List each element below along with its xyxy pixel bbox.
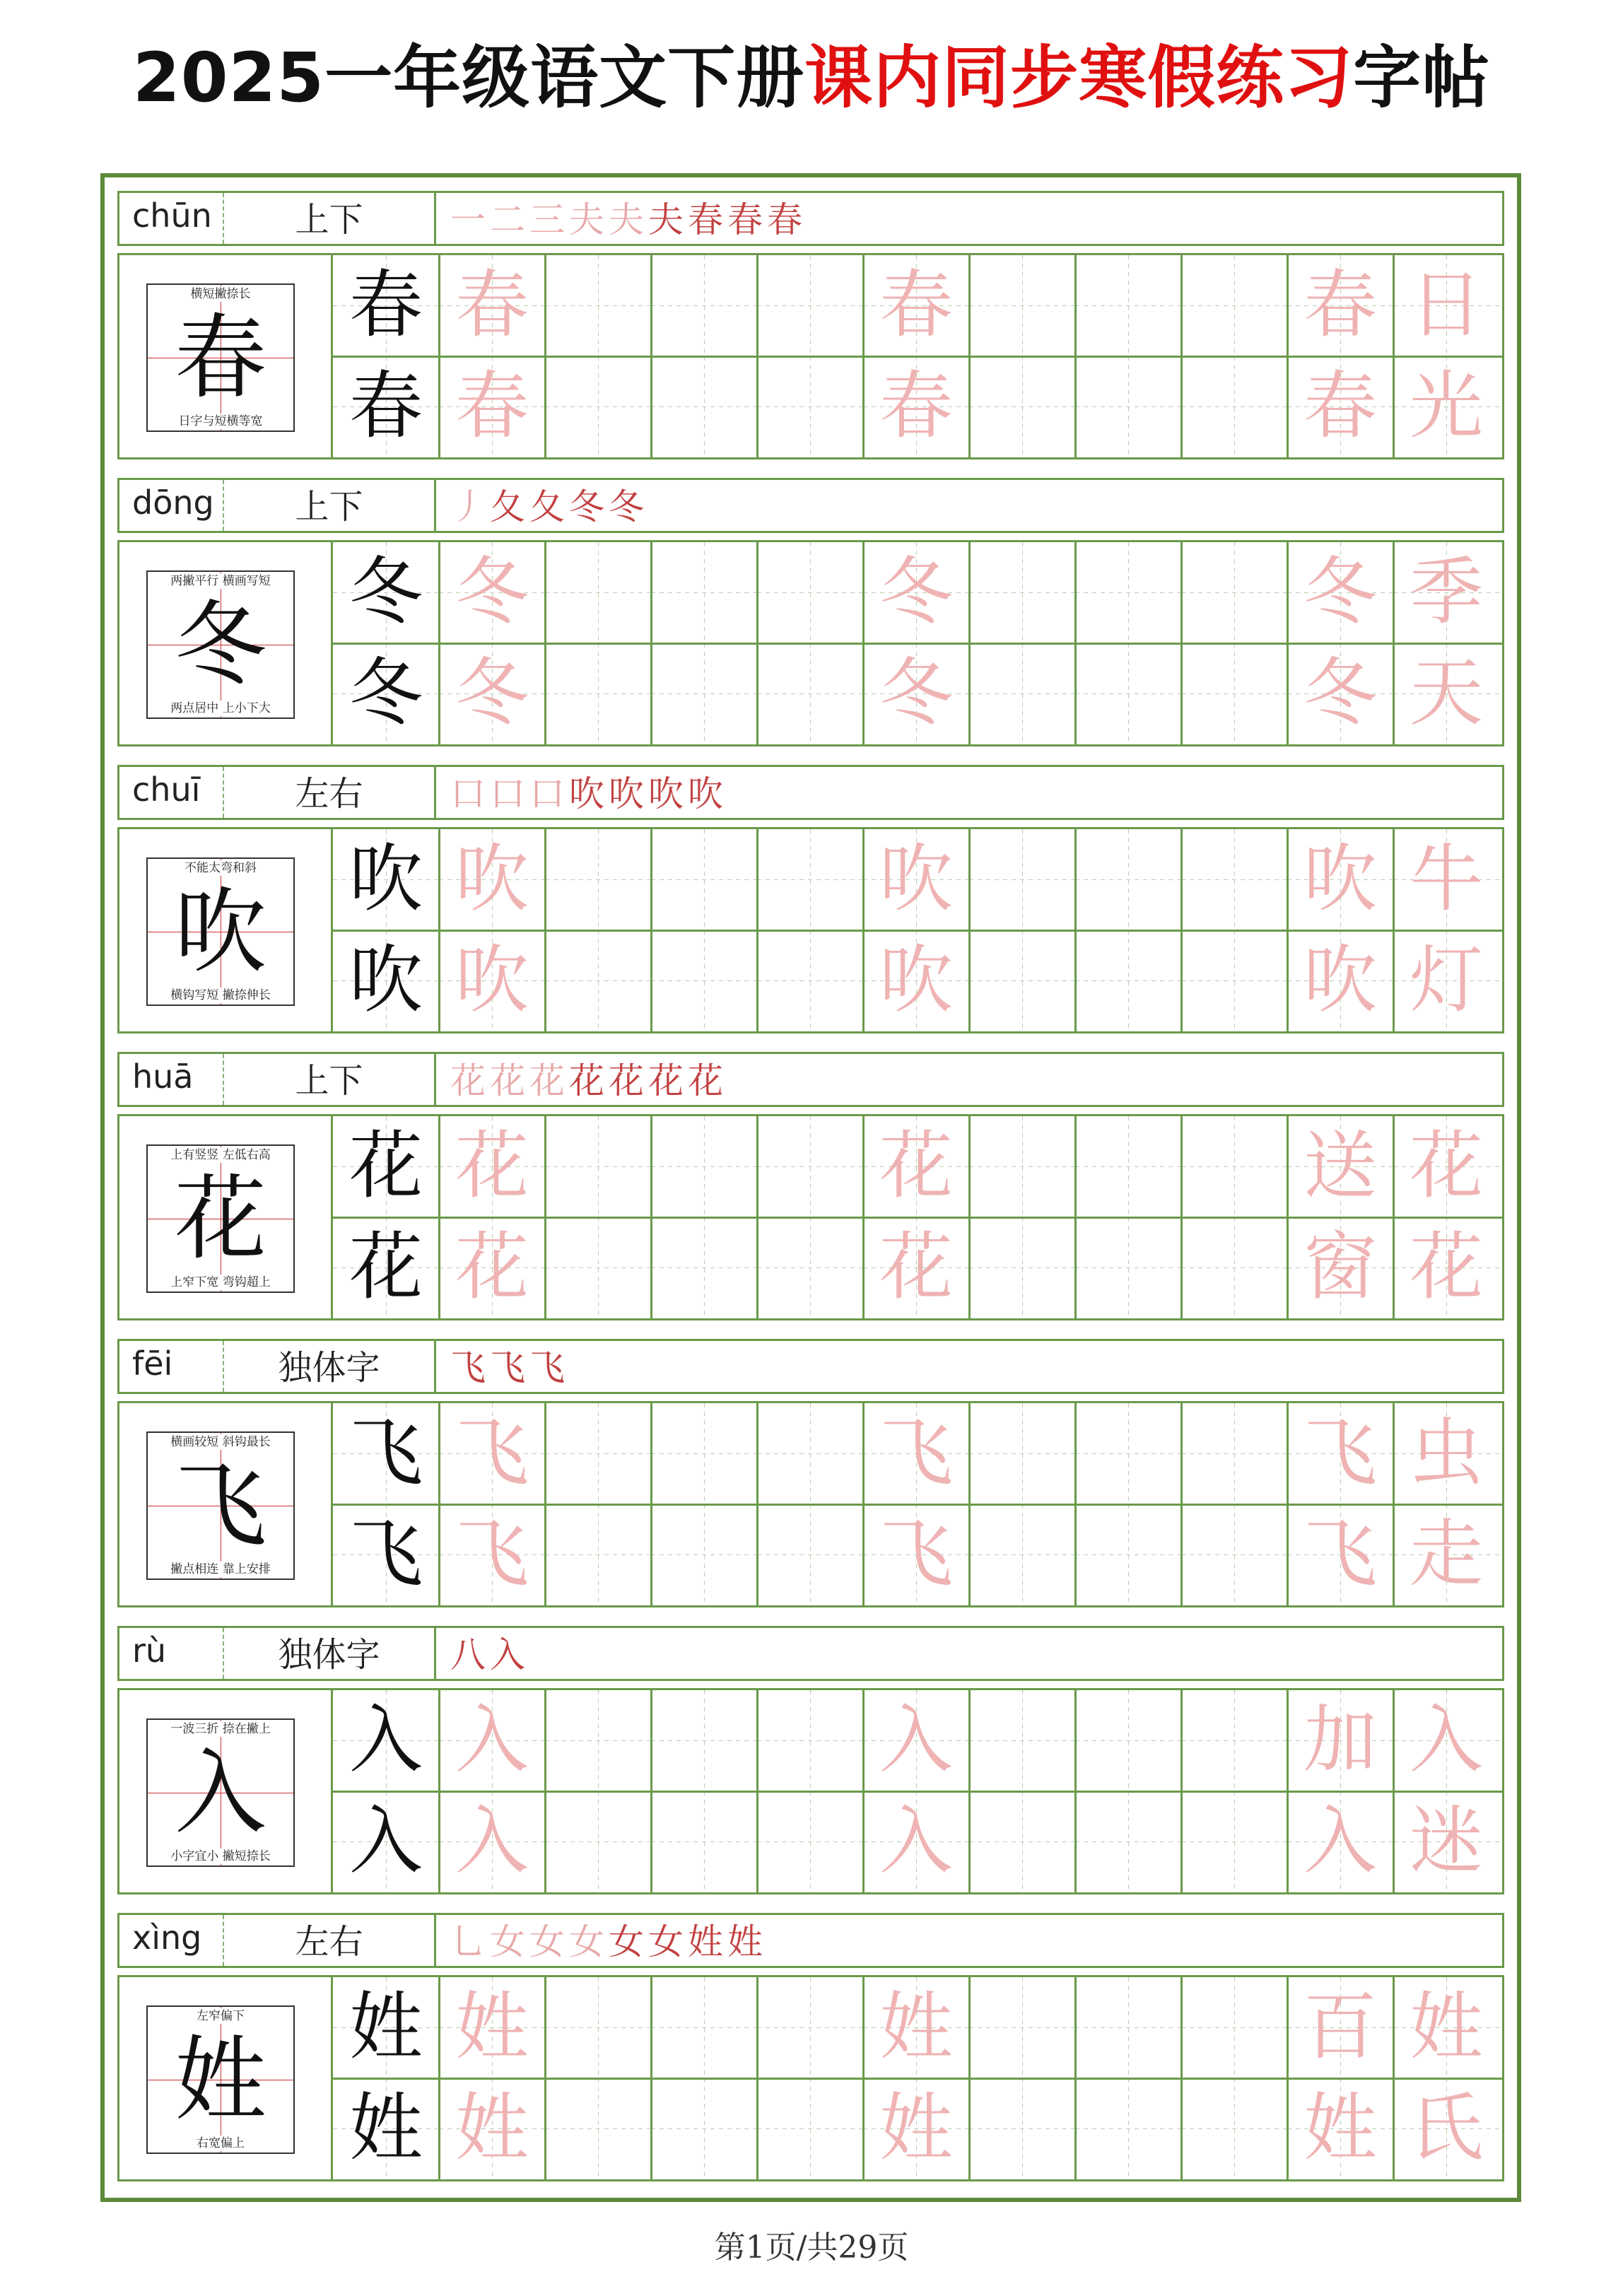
stroke-step: 春 — [767, 199, 807, 240]
stroke-step: 口 — [529, 773, 569, 814]
trace-character-cell: 牛 — [1393, 829, 1499, 930]
model-character-box — [146, 570, 295, 719]
model-character-panel — [119, 1690, 333, 1892]
stroke-order — [450, 1341, 569, 1392]
trace-character-cell: 冬 — [863, 542, 969, 643]
trace-character-cell: 花 — [1393, 1217, 1499, 1318]
sample-character-cell: 飞 — [333, 1504, 439, 1605]
stroke-step: 夫 — [569, 199, 609, 240]
trace-character-cell: 花 — [863, 1217, 969, 1318]
trace-character-cell: 入 — [1287, 1791, 1393, 1892]
trace-character-cell: 飞 — [1287, 1504, 1393, 1605]
stroke-step: 乚 — [450, 1921, 490, 1962]
practice-grid — [117, 253, 1504, 459]
writing-tip-top: 一波三折 捺在撇上 — [148, 1721, 293, 1737]
model-character: 姓 — [174, 2026, 266, 2133]
trace-character-cell: 冬 — [1287, 542, 1393, 643]
stroke-step: 女 — [648, 1921, 688, 1962]
grid-horizontal-line — [333, 643, 1502, 645]
trace-character-cell: 花 — [1393, 1116, 1499, 1217]
model-character-panel — [119, 255, 333, 457]
model-character-box — [146, 1718, 295, 1867]
stroke-step: 花 — [490, 1060, 529, 1101]
trace-character-cell: 花 — [439, 1217, 545, 1318]
practice-grid — [117, 1114, 1504, 1320]
model-character-box — [146, 1431, 295, 1580]
model-character: 入 — [174, 1739, 266, 1846]
grid-lines — [333, 1977, 1502, 2179]
grid-lines — [333, 542, 1502, 744]
stroke-step: 三 — [529, 199, 569, 240]
trace-character-cell: 春 — [1287, 356, 1393, 457]
stroke-step: 入 — [490, 1634, 529, 1675]
stroke-order — [450, 480, 648, 531]
page-footer: 第1页/共29页 — [714, 2230, 909, 2266]
sample-character-cell: 吹 — [333, 930, 439, 1031]
trace-character-cell: 入 — [439, 1791, 545, 1892]
stroke-step: 冬 — [569, 486, 609, 527]
stroke-step: 花 — [609, 1060, 648, 1101]
stroke-step: 春 — [688, 199, 727, 240]
trace-character-cell: 季 — [1393, 542, 1499, 643]
trace-character-cell: 送 — [1287, 1116, 1393, 1217]
model-character: 花 — [174, 1165, 266, 1272]
trace-character-cell: 入 — [439, 1690, 545, 1791]
model-character-panel — [119, 1116, 333, 1318]
trace-character-cell: 吹 — [439, 930, 545, 1031]
stroke-step: 飞 — [490, 1347, 529, 1388]
trace-character-cell: 入 — [1393, 1690, 1499, 1791]
stroke-step: 冬 — [609, 486, 648, 527]
sample-character-cell: 吹 — [333, 829, 439, 930]
character-block — [117, 191, 1504, 459]
writing-tip-top: 不能太弯和斜 — [148, 860, 293, 876]
pinyin-label: huā — [119, 1054, 224, 1105]
block-header — [117, 765, 1504, 820]
structure-label: 上下 — [224, 480, 436, 531]
sample-character-cell: 春 — [333, 255, 439, 356]
trace-character-cell: 窗 — [1287, 1217, 1393, 1318]
structure-label: 上下 — [224, 1054, 436, 1105]
stroke-order — [450, 767, 727, 818]
trace-character-cell: 姓 — [1287, 2078, 1393, 2179]
stroke-step: 夫 — [609, 199, 648, 240]
writing-tip-bottom: 横钩写短 撇捺伸长 — [148, 988, 293, 1003]
sample-character-cell: 冬 — [333, 542, 439, 643]
pinyin-label: fēi — [119, 1341, 224, 1392]
stroke-step: 口 — [490, 773, 529, 814]
stroke-step: 花 — [648, 1060, 688, 1101]
writing-tip-bottom: 小字宜小 撇短捺长 — [148, 1849, 293, 1864]
trace-character-cell: 春 — [439, 255, 545, 356]
trace-character-cell: 飞 — [439, 1403, 545, 1504]
practice-grid — [117, 1975, 1504, 2181]
writing-tip-bottom: 两点居中 上小下大 — [148, 701, 293, 716]
grid-lines — [333, 1403, 1502, 1605]
writing-tip-bottom: 日字与短横等宽 — [148, 414, 293, 429]
title-part-1: 2025一年级语文下册 — [132, 38, 805, 117]
stroke-step: 女 — [609, 1921, 648, 1962]
pinyin-label: rù — [119, 1628, 224, 1679]
stroke-step: 花 — [529, 1060, 569, 1101]
stroke-order — [450, 1915, 767, 1966]
trace-character-cell: 迷 — [1393, 1791, 1499, 1892]
trace-character-cell: 加 — [1287, 1690, 1393, 1791]
model-character-box — [146, 857, 295, 1006]
page-title — [0, 35, 1623, 120]
sample-character-cell: 春 — [333, 356, 439, 457]
grid-horizontal-line — [333, 1217, 1502, 1219]
grid-horizontal-line — [333, 930, 1502, 932]
model-character: 冬 — [174, 591, 266, 698]
sample-character-cell: 入 — [333, 1791, 439, 1892]
writing-tip-top: 横画较短 斜钩最长 — [148, 1434, 293, 1450]
stroke-step: 八 — [450, 1634, 490, 1675]
trace-character-cell: 花 — [863, 1116, 969, 1217]
model-character-panel — [119, 1977, 333, 2179]
stroke-step: 花 — [688, 1060, 727, 1101]
writing-tip-bottom: 撇点相连 靠上安排 — [148, 1562, 293, 1577]
structure-label: 左右 — [224, 1915, 436, 1966]
trace-character-cell: 飞 — [1287, 1403, 1393, 1504]
trace-character-cell: 吹 — [1287, 829, 1393, 930]
block-header — [117, 478, 1504, 533]
writing-tip-top: 横短撇捺长 — [148, 286, 293, 302]
sample-character-cell: 姓 — [333, 2078, 439, 2179]
writing-tip-bottom: 上窄下宽 弯钩超上 — [148, 1275, 293, 1290]
stroke-step: 丿 — [450, 486, 490, 527]
stroke-step: 女 — [529, 1921, 569, 1962]
stroke-step: 吹 — [609, 773, 648, 814]
trace-character-cell: 天 — [1393, 643, 1499, 744]
block-header — [117, 1339, 1504, 1394]
model-character-panel — [119, 542, 333, 744]
structure-label: 独体字 — [224, 1341, 436, 1392]
stroke-step: 夫 — [648, 199, 688, 240]
sample-character-cell: 花 — [333, 1116, 439, 1217]
grid-lines — [333, 829, 1502, 1031]
writing-tip-bottom: 右宽偏上 — [148, 2136, 293, 2151]
trace-character-cell: 冬 — [863, 643, 969, 744]
trace-character-cell: 姓 — [439, 2078, 545, 2179]
model-character-box — [146, 1144, 295, 1293]
stroke-step: 夂 — [490, 486, 529, 527]
model-character-panel — [119, 1403, 333, 1605]
pinyin-label: chuī — [119, 767, 224, 818]
stroke-step: 花 — [569, 1060, 609, 1101]
stroke-step: 吹 — [648, 773, 688, 814]
trace-character-cell: 飞 — [863, 1403, 969, 1504]
trace-character-cell: 吹 — [1287, 930, 1393, 1031]
trace-character-cell: 走 — [1393, 1504, 1499, 1605]
grid-lines — [333, 255, 1502, 457]
trace-character-cell: 入 — [863, 1791, 969, 1892]
trace-character-cell: 光 — [1393, 356, 1499, 457]
writing-tip-top: 两撇平行 横画写短 — [148, 573, 293, 589]
title-part-2: 字帖 — [1353, 38, 1491, 117]
sample-character-cell: 花 — [333, 1217, 439, 1318]
trace-character-cell: 百 — [1287, 1977, 1393, 2078]
character-block — [117, 478, 1504, 746]
sample-character-cell: 冬 — [333, 643, 439, 744]
stroke-step: 口 — [450, 773, 490, 814]
trace-character-cell: 冬 — [439, 643, 545, 744]
stroke-order — [450, 1054, 727, 1105]
stroke-order — [450, 1628, 529, 1679]
grid-horizontal-line — [333, 1791, 1502, 1793]
writing-tip-top: 左窄偏下 — [148, 2008, 293, 2024]
trace-character-cell: 姓 — [863, 2078, 969, 2179]
practice-grid — [117, 827, 1504, 1033]
trace-character-cell: 飞 — [863, 1504, 969, 1605]
model-character: 吹 — [174, 878, 266, 985]
structure-label: 独体字 — [224, 1628, 436, 1679]
block-header — [117, 1626, 1504, 1681]
block-header — [117, 191, 1504, 246]
stroke-step: 女 — [569, 1921, 609, 1962]
stroke-step: 吹 — [688, 773, 727, 814]
trace-character-cell: 花 — [439, 1116, 545, 1217]
block-header — [117, 1913, 1504, 1968]
stroke-step: 一 — [450, 199, 490, 240]
grid-horizontal-line — [333, 1504, 1502, 1506]
stroke-step: 二 — [490, 199, 529, 240]
stroke-step: 飞 — [529, 1347, 569, 1388]
stroke-step: 吹 — [569, 773, 609, 814]
stroke-step: 夂 — [529, 486, 569, 527]
pinyin-label: chūn — [119, 193, 224, 244]
grid-horizontal-line — [333, 356, 1502, 358]
grid-lines — [333, 1690, 1502, 1892]
writing-tip-top: 上有竖竖 左低右高 — [148, 1147, 293, 1163]
trace-character-cell: 吹 — [863, 930, 969, 1031]
sample-character-cell: 飞 — [333, 1403, 439, 1504]
character-block — [117, 1626, 1504, 1894]
model-character: 飞 — [174, 1452, 266, 1559]
trace-character-cell: 吹 — [439, 829, 545, 930]
practice-grid — [117, 1401, 1504, 1607]
pinyin-label: dōng — [119, 480, 224, 531]
character-block — [117, 1052, 1504, 1320]
structure-label: 上下 — [224, 193, 436, 244]
trace-character-cell: 春 — [439, 356, 545, 457]
trace-character-cell: 吹 — [863, 829, 969, 930]
stroke-step: 姓 — [688, 1921, 727, 1962]
character-block — [117, 1913, 1504, 2181]
trace-character-cell: 姓 — [863, 1977, 969, 2078]
stroke-step: 飞 — [450, 1347, 490, 1388]
pinyin-label: xìng — [119, 1915, 224, 1966]
model-character-panel — [119, 829, 333, 1031]
title-part-red: 课内同步寒假练习 — [804, 38, 1354, 117]
model-character-box — [146, 283, 295, 432]
character-block — [117, 1339, 1504, 1607]
trace-character-cell: 灯 — [1393, 930, 1499, 1031]
model-character-box — [146, 2005, 295, 2154]
stroke-step: 女 — [490, 1921, 529, 1962]
trace-character-cell: 冬 — [1287, 643, 1393, 744]
sample-character-cell: 入 — [333, 1690, 439, 1791]
model-character: 春 — [174, 304, 266, 411]
stroke-step: 花 — [450, 1060, 490, 1101]
trace-character-cell: 虫 — [1393, 1403, 1499, 1504]
trace-character-cell: 春 — [863, 356, 969, 457]
trace-character-cell: 春 — [1287, 255, 1393, 356]
grid-horizontal-line — [333, 2078, 1502, 2080]
trace-character-cell: 日 — [1393, 255, 1499, 356]
trace-character-cell: 春 — [863, 255, 969, 356]
trace-character-cell: 氏 — [1393, 2078, 1499, 2179]
practice-grid — [117, 540, 1504, 746]
stroke-step: 春 — [727, 199, 767, 240]
trace-character-cell: 冬 — [439, 542, 545, 643]
block-header — [117, 1052, 1504, 1107]
sample-character-cell: 姓 — [333, 1977, 439, 2078]
trace-character-cell: 姓 — [1393, 1977, 1499, 2078]
trace-character-cell: 飞 — [439, 1504, 545, 1605]
character-block — [117, 765, 1504, 1033]
stroke-order — [450, 193, 807, 244]
grid-lines — [333, 1116, 1502, 1318]
practice-grid — [117, 1688, 1504, 1894]
stroke-step: 姓 — [727, 1921, 767, 1962]
trace-character-cell: 入 — [863, 1690, 969, 1791]
structure-label: 左右 — [224, 767, 436, 818]
trace-character-cell: 姓 — [439, 1977, 545, 2078]
